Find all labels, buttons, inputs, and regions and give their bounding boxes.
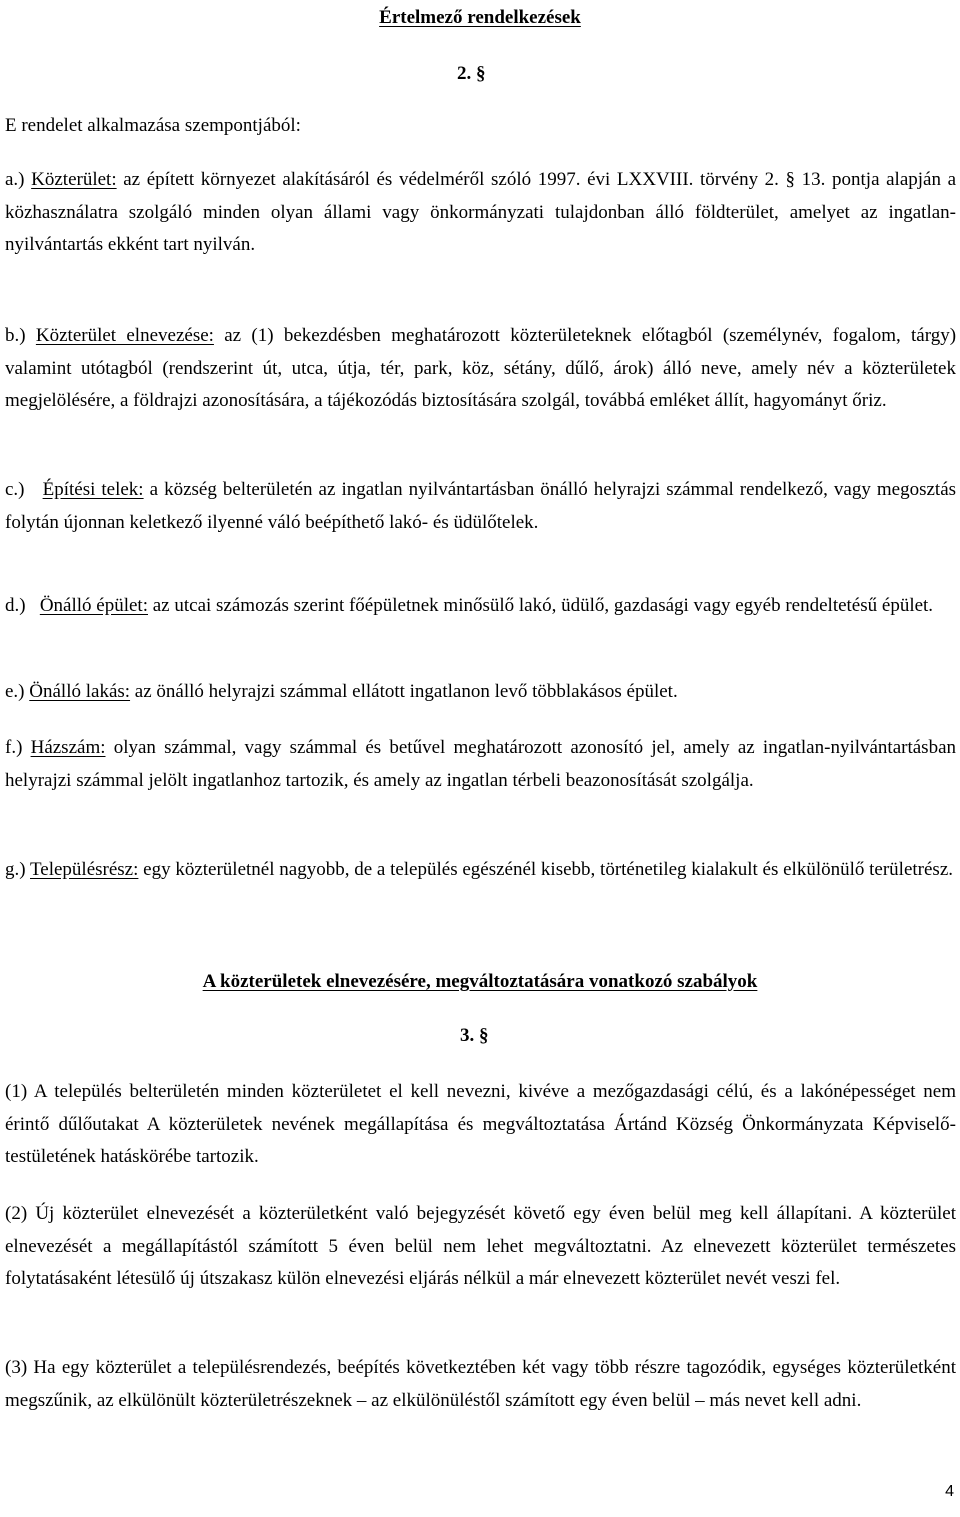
definition-g: [5, 854, 956, 887]
definition-a-text: az épített környezet alakításáról és védelméről szóló 1997. évi LXXVIII. törvény 2. § 13. pontja alapján a közhasználatra szolgáló minden olyan állami vagy önkormányzati tulajdonban álló földterület, amelyet az ingatlan-nyilvántartás ekként tart nyilván.: [5, 169, 957, 255]
section-2-intro: E rendelet alkalmazása szempontjából:: [5, 115, 301, 136]
definition-d-marker: d.): [5, 595, 26, 616]
section-3-title: A közterületek elnevezésére, megváltoztatására vonatkozó szabályok: [202, 971, 758, 992]
definition-e-term: Önálló lakás:: [29, 681, 131, 702]
definition-f: [5, 732, 956, 797]
definition-g-marker: g.): [5, 859, 26, 880]
definition-e: [5, 676, 956, 709]
definition-f-marker: f.): [5, 737, 23, 758]
definition-c-term: Építési telek:: [42, 479, 144, 500]
definition-e-marker: e.): [5, 681, 25, 702]
section-3-number: 3. §: [460, 1025, 489, 1046]
definition-b-term: Közterület elnevezése:: [35, 325, 214, 346]
definition-a-term: Közterület:: [31, 169, 117, 190]
definition-d-text: az utcai számozás szerint főépületnek minősülő lakó, üdülő, gazdasági vagy egyéb rendeltetésű épület.: [152, 595, 934, 616]
definition-e-text: az önálló helyrajzi számmal ellátott ingatlanon levő többlakásos épület.: [134, 681, 678, 702]
definition-f-text: olyan számmal, vagy számmal és betűvel meghatározott azonosító jel, amely az ingatlan-nyilvántartásban helyrajzi számmal jelölt ingatlanhoz tartozik, és amely az ingatlan térbeli beazonosítását szolgálja.: [5, 737, 957, 791]
definition-c-text: a község belterületén az ingatlan nyilvántartásban önálló helyrajzi számmal rendelkező, vagy megosztás folytán újonnan keletkező ilyenné váló beépíthető lakó- és üdülőtelek.: [5, 479, 957, 533]
section-3-paragraph-1: (1) A település belterületén minden közterületet el kell nevezni, kivéve a mezőgazdasági célú, és a lakónépességet nem érintő dűlőutakat A közterületek nevének megállapítása és megváltoztatása Ártánd Község Önkormányzata Képviselő-testületének hatáskörébe tartozik.: [5, 1081, 956, 1167]
definition-d: [5, 590, 956, 623]
definition-g-term: Településrész:: [30, 859, 139, 880]
definition-d-term: Önálló épület:: [39, 595, 148, 616]
definition-f-term: Házszám:: [30, 737, 106, 758]
definition-b: [5, 320, 956, 418]
definition-b-marker: b.): [5, 325, 26, 346]
section-3-paragraph-2: (2) Új közterület elnevezését a közterületként való bejegyzését követő egy éven belül meg kell állapítani. A közterület elnevezését a megállapítástól számított 5 éven belül nem lehet megváltoztatni. Az elnevezett közterület természetes folytatásaként létesülő új útszakasz külön elnevezési eljárás nélkül a már elnevezett közterület nevét veszi fel.: [5, 1203, 956, 1289]
page-number: 4: [945, 1483, 954, 1500]
definition-b-text: az (1) bekezdésben meghatározott közterületeknek előtagból (személynév, fogalom, tárgy) valamint utótagból (rendszerint út, utca, útja, tér, park, köz, sétány, dűlő, árok) álló neve, amely név a közterületek megjelölésére, a földrajzi azonosítására, a tájékozódás biztosítására szolgál, továbbá emléket állít, hagyományt őriz.: [5, 325, 957, 411]
definition-c-marker: c.): [5, 479, 25, 500]
section-2-number: 2. §: [457, 63, 486, 84]
definition-c: [5, 474, 956, 539]
section-3-paragraph-3: (3) Ha egy közterület a településrendezés, beépítés következtében két vagy több részre tagozódik, egységes közterületként megszűnik, az elkülönült közterületrészeknek – az elkülönüléstől számított egy éven belül – más nevet kell adni.: [5, 1357, 956, 1411]
definition-a-marker: a.): [5, 169, 25, 190]
section-2-title: Értelmező rendelkezések: [379, 7, 581, 28]
definition-g-text: egy közterületnél nagyobb, de a település egészénél kisebb, történetileg kialakult és elkülönülő területrész.: [143, 859, 954, 880]
definition-a: [5, 164, 956, 262]
